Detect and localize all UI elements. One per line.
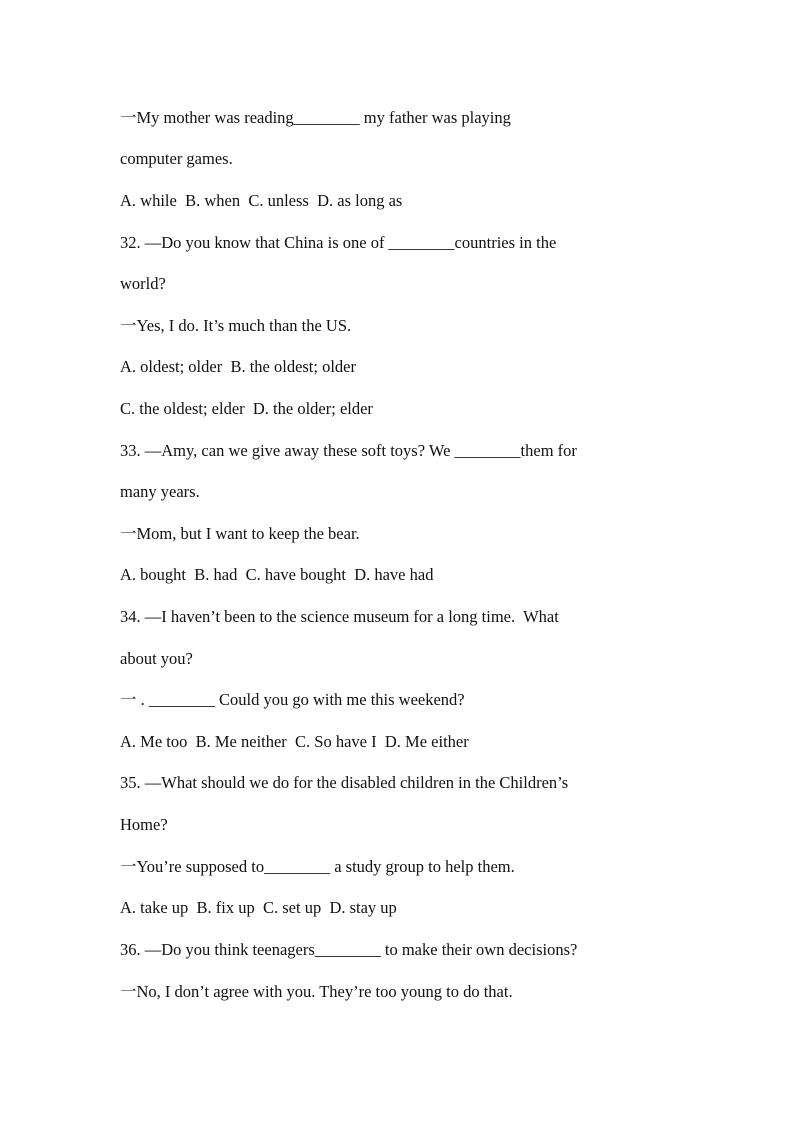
question-32-reply: 一Yes, I do. It’s much than the US. [120,316,352,335]
question-32-stem: 32. —Do you know that China is one of ________countries in the [120,233,557,252]
question-32-stem-continued: world? [120,274,166,293]
question-34-options: A. Me too B. Me neither C. So have I D. Me either [120,732,469,751]
question-36-stem: 36. —Do you think teenagers________ to make their own decisions? [120,940,578,959]
question-33-options: A. bought B. had C. have bought D. have had [120,565,434,584]
question-35-stem: 35. —What should we do for the disabled children in the Children’s [120,773,569,792]
question-36-reply: 一No, I don’t agree with you. They’re too young to do that. [120,982,513,1001]
question-33-reply: 一Mom, but I want to keep the bear. [120,524,360,543]
question-32-options-ab: A. oldest; older B. the oldest; older [120,357,357,376]
question-31-stem-continued: computer games. [120,149,233,168]
question-33-stem-continued: many years. [120,482,200,501]
question-34-stem: 34. —I haven’t been to the science museum for a long time. What [120,607,559,626]
question-33-stem: 33. —Amy, can we give away these soft toys? We ________them for [120,441,577,460]
question-31-stem: 一My mother was reading________ my father was playing [120,108,511,127]
question-35-options: A. take up B. fix up C. set up D. stay up [120,898,397,917]
question-35-stem-continued: Home? [120,815,168,834]
question-31-options: A. while B. when C. unless D. as long as [120,191,403,210]
question-32-options-cd: C. the oldest; elder D. the older; elder [120,399,373,418]
question-35-reply: 一You’re supposed to________ a study group to help them. [120,857,515,876]
question-34-stem-continued: about you? [120,649,193,668]
question-34-reply: 一 . ________ Could you go with me this weekend? [120,690,465,709]
